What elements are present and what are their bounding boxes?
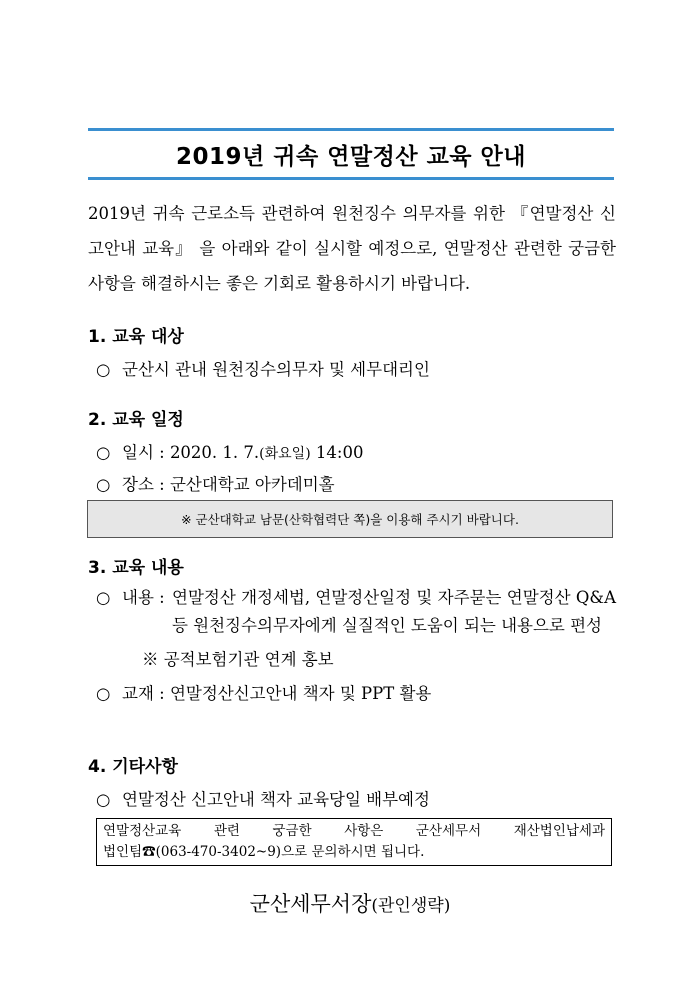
content-note: ※ 공적보험기관 연계 홍보 (142, 650, 334, 669)
target-item (96, 356, 430, 380)
other-item-text: 연말정산 신고안내 책자 교육당일 배부예정 (122, 790, 430, 809)
place-label: 장소 : (122, 475, 170, 494)
target-item-text: 군산시 관내 원천징수의무자 및 세무대리인 (122, 360, 430, 379)
section-heading-schedule: 2. 교육 일정 (88, 410, 184, 430)
schedule-place (96, 471, 335, 495)
datetime-time: 14:00 (310, 443, 364, 462)
signature-office: 군산세무서장 (249, 892, 372, 916)
content-block (96, 584, 616, 708)
bullet-icon: ○ (96, 360, 111, 379)
schedule-datetime (96, 439, 363, 463)
bullet-icon: ○ (96, 475, 111, 494)
schedule-note-box (87, 500, 613, 538)
other-item (96, 786, 430, 810)
bullet-icon: ○ (96, 684, 111, 703)
signature-seal-note: (관인생략) (371, 896, 451, 916)
page-title: 2019년 귀속 연말정산 교육 안내 (176, 143, 526, 170)
bullet-icon: ○ (96, 443, 111, 462)
content-item (96, 584, 616, 640)
bullet-icon: ○ (96, 588, 111, 607)
content-label-wrap (96, 584, 172, 640)
title-box (88, 128, 614, 180)
contact-line-1: 연말정산교육 관련 궁금한 사항은 군산세무서 재산법인납세과 (103, 823, 605, 839)
schedule-note: ※ 군산대학교 남문(산학협력단 쪽)을 이용해 주시기 바랍니다. (181, 512, 519, 527)
signature (0, 888, 700, 918)
intro-paragraph: 2019년 귀속 근로소득 관련하여 원천징수 의무자를 위한 『연말정산 신고안내 교육』 을 아래와 같이 실시할 예정으로, 연말정산 관련한 궁금한 사항을 해결하시는 좋은 기회로 활용하시기 바랍니다. (88, 204, 616, 293)
material-item (96, 680, 616, 708)
content-text: 연말정산 개정세법, 연말정산일정 및 자주묻는 연말정산 Q&A등 원천징수의무자에게 실질적인 도움이 되는 내용으로 편성 (172, 588, 616, 635)
contact-box (96, 818, 612, 866)
bullet-icon: ○ (96, 790, 111, 809)
section-heading-target: 1. 교육 대상 (88, 327, 184, 347)
content-label: 내용 : (122, 588, 165, 607)
section-heading-other: 4. 기타사항 (88, 757, 178, 777)
place-value: 군산대학교 아카데미홀 (169, 475, 335, 494)
section-heading-content: 3. 교육 내용 (88, 558, 184, 578)
datetime-value: 2020. 1. 7. (169, 443, 260, 462)
material-value: 연말정산신고안내 책자 및 PPT 활용 (169, 684, 432, 703)
datetime-day: (화요일) (259, 446, 311, 462)
material-label: 교재 : (122, 684, 170, 703)
datetime-label: 일시 : (122, 443, 170, 462)
contact-line-2: 법인팀☎(063-470-3402~9)으로 문의하시면 됩니다. (103, 844, 425, 860)
